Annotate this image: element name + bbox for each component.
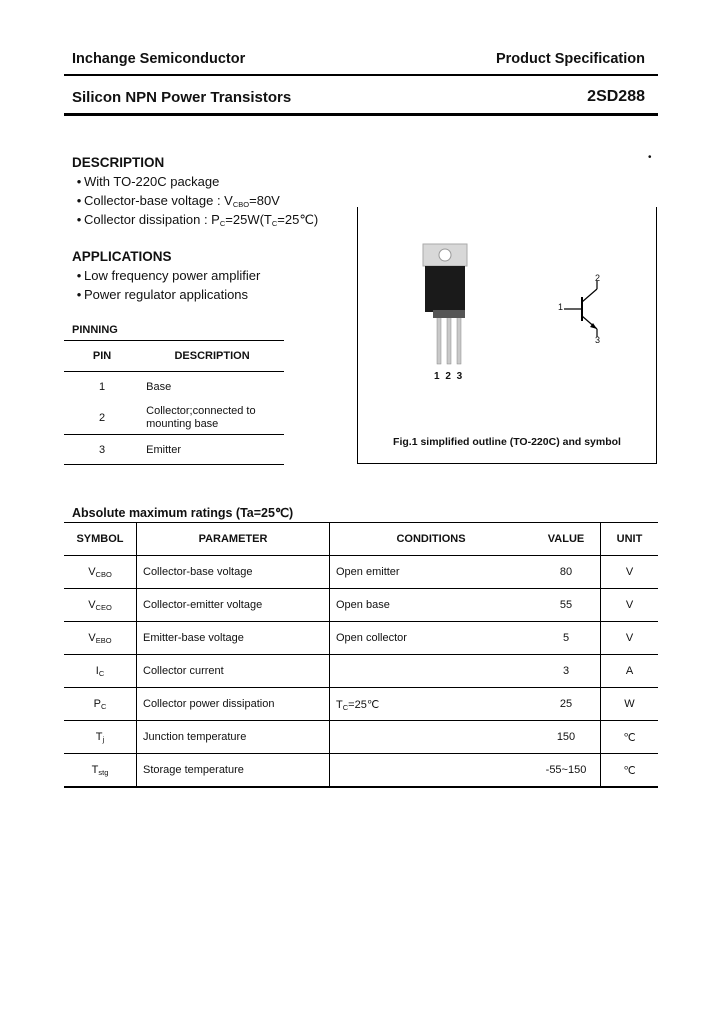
parameter-cell: Junction temperature bbox=[137, 721, 330, 754]
bullet-dot: • bbox=[648, 152, 652, 163]
symbol-cell: $V_{CBO}$ bbox=[64, 556, 137, 589]
to220-package-image bbox=[413, 242, 483, 372]
pinning-table bbox=[64, 340, 284, 465]
symbol-label-base: 1 bbox=[558, 302, 564, 312]
col-header-parameter: PARAMETER bbox=[137, 523, 330, 556]
pin-description: Base bbox=[146, 381, 172, 394]
table-row bbox=[64, 688, 658, 721]
parameter-cell: Collector-emitter voltage bbox=[137, 589, 330, 622]
applications-title: APPLICATIONS bbox=[72, 249, 172, 264]
doc-type: Product Specification bbox=[495, 51, 645, 67]
value-cell: 5 bbox=[532, 622, 601, 655]
package-pin-numbers: 1 2 3 bbox=[434, 371, 463, 382]
conditions-cell bbox=[330, 655, 533, 688]
table-row bbox=[64, 721, 658, 754]
value-cell: 25 bbox=[532, 688, 601, 721]
table-row bbox=[64, 754, 658, 788]
col-header-unit: UNIT bbox=[601, 523, 659, 556]
unit-cell: V bbox=[601, 622, 659, 655]
pin-number: 3 bbox=[64, 435, 140, 465]
symbol-cell: $I_C$ bbox=[64, 655, 137, 688]
unit-cell: A bbox=[601, 655, 659, 688]
part-number: 2SD288 bbox=[587, 88, 645, 105]
description-title: DESCRIPTION bbox=[72, 155, 165, 170]
value-cell: 80 bbox=[532, 556, 601, 589]
pin-header: PIN bbox=[64, 341, 140, 372]
conditions-cell bbox=[330, 754, 533, 788]
parameter-cell: Collector-base voltage bbox=[137, 556, 330, 589]
pin-desc-header: DESCRIPTION bbox=[140, 341, 284, 372]
header-rule-top bbox=[64, 74, 658, 76]
figure-box bbox=[357, 207, 657, 464]
parameter-cell: Collector current bbox=[137, 655, 330, 688]
value-cell: 150 bbox=[532, 721, 601, 754]
unit-cell: ℃ bbox=[601, 754, 659, 788]
pin-description: Emitter bbox=[140, 435, 284, 465]
unit-cell: W bbox=[601, 688, 659, 721]
description-item: • Collector dissipation : $P_C=25W(T_C=25℃)$ bbox=[76, 212, 319, 228]
table-row bbox=[64, 403, 284, 435]
unit-cell: ℃ bbox=[601, 721, 659, 754]
symbol-cell: $T_j$ bbox=[64, 721, 137, 754]
ratings-table bbox=[64, 522, 658, 788]
symbol-cell: $V_{CEO}$ bbox=[64, 589, 137, 622]
conditions-cell: Open collector bbox=[330, 622, 533, 655]
pin-number: 1 bbox=[99, 381, 106, 394]
application-item: • Power regulator applications bbox=[76, 287, 249, 302]
pin-number: 2 bbox=[64, 403, 140, 435]
figure-caption: Fig.1 simplified outline (TO-220C) and symbol bbox=[393, 436, 621, 448]
symbol-cell: $T_{stg}$ bbox=[64, 754, 137, 788]
symbol-cell: $P_C$ bbox=[64, 688, 137, 721]
parameter-cell: Emitter-base voltage bbox=[137, 622, 330, 655]
value-cell: 3 bbox=[532, 655, 601, 688]
conditions-cell: $T_C=25℃$ bbox=[330, 688, 533, 721]
symbol-label-collector: 2 bbox=[595, 273, 601, 283]
unit-cell: V bbox=[601, 556, 659, 589]
col-header-symbol: SYMBOL bbox=[64, 523, 137, 556]
conditions-cell: Open emitter bbox=[330, 556, 533, 589]
application-item: • Low frequency power amplifier bbox=[76, 268, 261, 283]
col-header-value: VALUE bbox=[532, 523, 601, 556]
table-row bbox=[64, 556, 658, 589]
col-header-conditions: CONDITIONS bbox=[330, 523, 533, 556]
header-rule-bottom bbox=[64, 113, 658, 116]
description-item: • Collector-base voltage : $V_{CBO}=80V$ bbox=[76, 193, 280, 209]
table-row bbox=[64, 589, 658, 622]
parameter-cell: Storage temperature bbox=[137, 754, 330, 788]
table-row bbox=[64, 372, 284, 403]
table-row bbox=[64, 655, 658, 688]
company-name: Inchange Semiconductor bbox=[72, 51, 246, 67]
unit-cell: V bbox=[601, 589, 659, 622]
conditions-cell: Open base bbox=[330, 589, 533, 622]
value-cell: 55 bbox=[532, 589, 601, 622]
symbol-label-emitter: 3 bbox=[595, 335, 601, 345]
description-item: • With TO-220C package bbox=[76, 174, 220, 189]
pinning-title: PINNING bbox=[72, 324, 118, 336]
table-row bbox=[64, 435, 284, 465]
conditions-cell bbox=[330, 721, 533, 754]
table-row bbox=[64, 622, 658, 655]
value-cell: -55~150 bbox=[532, 754, 601, 788]
ratings-title: Absolute maximum ratings (Ta=25℃) bbox=[72, 506, 294, 520]
parameter-cell: Collector power dissipation bbox=[137, 688, 330, 721]
symbol-cell: $V_{EBO}$ bbox=[64, 622, 137, 655]
pin-description: Collector;connected to mounting base bbox=[140, 403, 284, 435]
product-line: Silicon NPN Power Transistors bbox=[72, 89, 292, 106]
